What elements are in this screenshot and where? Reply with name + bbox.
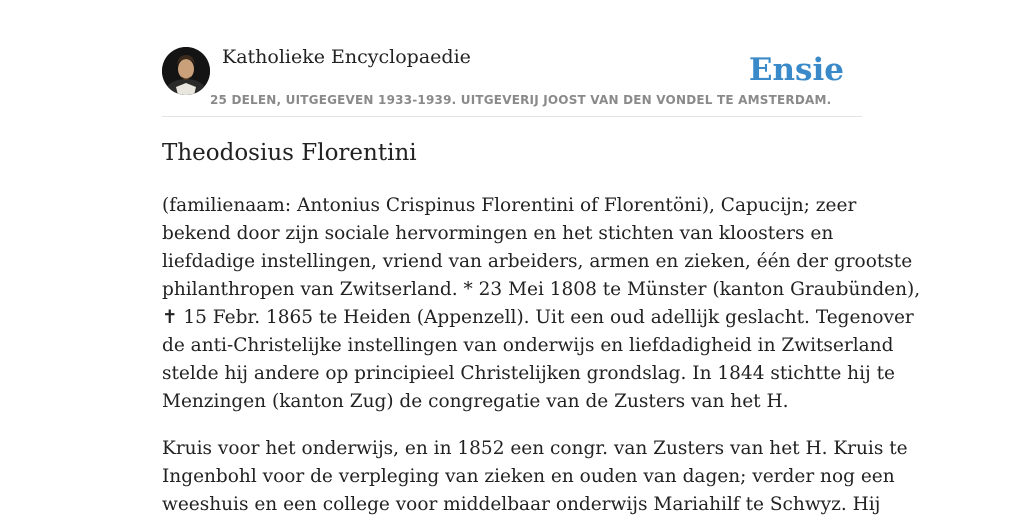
paragraph-line: philanthropen van Zwitserland. * 23 Mei 1808 te Münster (kanton Graubünden), [162, 279, 921, 300]
article-paragraph [162, 192, 921, 416]
paragraph-line: Menzingen (kanton Zug) de congregatie van de Zusters van het H. [162, 391, 789, 412]
brand-logo-link[interactable]: Ensie [748, 52, 844, 88]
paragraph-line: Ingenbohl voor de verpleging van zieken en ouden van dagen; verder nog een [162, 466, 895, 487]
site-subtitle: 25 DELEN, UITGEGEVEN 1933-1939. UITGEVERIJ JOOST VAN DEN VONDEL TE AMSTERDAM. [210, 93, 832, 107]
site-header [162, 40, 862, 117]
paragraph-line: ✝ 15 Febr. 1865 te Heiden (Appenzell). Uit een oud adellijk geslacht. Tegenover [162, 307, 914, 328]
paragraph-line: Kruis voor het onderwijs, en in 1852 een congr. van Zusters van het H. Kruis te [162, 438, 908, 459]
paragraph-line: liefdadige instellingen, vriend van arbeiders, armen en zieken, één der grootste [162, 251, 913, 272]
paragraph-line: weeshuis en een college voor middelbaar onderwijs Mariahilf te Schwyz. Hij [162, 494, 881, 515]
article-paragraph [162, 435, 908, 519]
encyclopedia-avatar[interactable] [162, 47, 210, 95]
paragraph-line: bekend door zijn sociale hervormingen en het stichten van kloosters en [162, 223, 834, 244]
paragraph-line: stelde hij andere op principieel Christelijken grondslag. In 1844 stichtte hij te [162, 363, 895, 384]
site-title[interactable]: Katholieke Encyclopaedie [222, 46, 471, 68]
paragraph-line: de anti-Christelijke instellingen van onderwijs en liefdadigheid in Zwitserland [162, 335, 894, 356]
paragraph-line: (familienaam: Antonius Crispinus Florentini of Florentöni), Capucijn; zeer [162, 195, 857, 216]
portrait-icon [162, 47, 210, 95]
article-title: Theodosius Florentini [162, 140, 417, 166]
